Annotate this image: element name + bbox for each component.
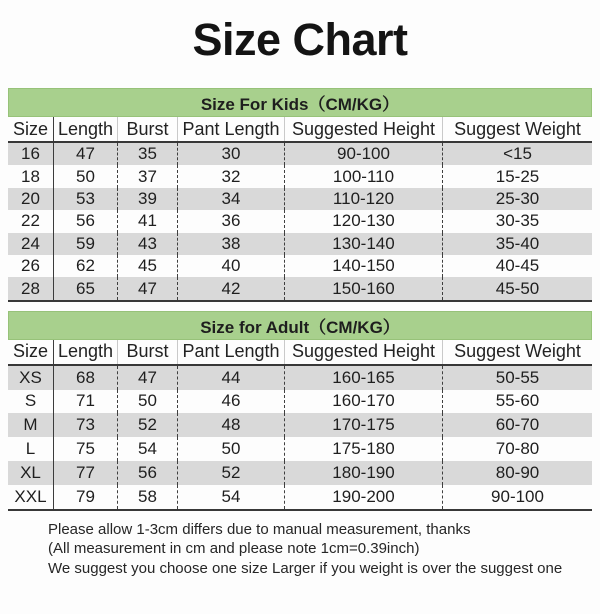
- note-line: Please allow 1-3cm differs due to manual measurement, thanks: [48, 520, 471, 538]
- table-row: [8, 165, 592, 187]
- table-cell: 15-25: [495, 166, 540, 186]
- table-cell: 35-40: [495, 233, 540, 253]
- table-cell: 24: [8, 233, 54, 255]
- table-cell: 34: [178, 188, 285, 210]
- table-row: [8, 143, 592, 165]
- table-cell: 73: [54, 413, 118, 437]
- table-cell: 41: [118, 210, 178, 232]
- column-header-pant-length: Pant Length: [178, 117, 285, 141]
- table-cell: 54: [118, 437, 178, 461]
- table-cell: 47: [118, 277, 178, 299]
- adult-table-header-row: [8, 340, 592, 366]
- table-cell: 47: [54, 143, 118, 165]
- column-header-suggested-height: Suggested Height: [285, 340, 443, 364]
- table-cell: 39: [118, 188, 178, 210]
- table-cell: 150-160: [285, 277, 443, 299]
- column-header-size: Size: [8, 340, 54, 364]
- table-cell: 52: [118, 413, 178, 437]
- table-cell: 22: [8, 210, 54, 232]
- table-cell: 120-130: [285, 210, 443, 232]
- table-cell: 70-80: [495, 439, 540, 459]
- table-row: [8, 233, 592, 255]
- table-row: [8, 255, 592, 277]
- table-cell: 54: [178, 485, 285, 509]
- table-cell: 26: [8, 255, 54, 277]
- table-cell: 58: [118, 485, 178, 509]
- table-cell: 65: [54, 277, 118, 299]
- table-cell: 20: [8, 188, 54, 210]
- note-line: We suggest you choose one size Larger if you weight is over the suggest one: [48, 559, 563, 577]
- table-cell: XL: [8, 461, 54, 485]
- table-cell: 50-55: [495, 367, 540, 387]
- table-cell: 110-120: [285, 188, 443, 210]
- table-cell: 90-100: [491, 486, 544, 506]
- table-cell: 170-175: [285, 413, 443, 437]
- table-cell: 52: [178, 461, 285, 485]
- column-header-suggested-height: Suggested Height: [285, 117, 443, 141]
- note-line: (All measurement in cm and please note 1cm=0.39inch): [48, 540, 420, 558]
- column-header-length: Length: [54, 340, 118, 364]
- table-cell: 180-190: [285, 461, 443, 485]
- column-header-burst: Burst: [118, 340, 178, 364]
- table-cell: 40: [178, 255, 285, 277]
- table-cell: 68: [54, 366, 118, 390]
- page-title: Size Chart: [192, 14, 408, 65]
- table-cell: 37: [118, 165, 178, 187]
- table-row: [8, 277, 592, 299]
- column-header-length: Length: [54, 117, 118, 141]
- table-cell: 175-180: [285, 437, 443, 461]
- table-row: [8, 390, 592, 414]
- table-cell: 44: [178, 366, 285, 390]
- kids-table-heading: Size For Kids（CM/KG）: [8, 88, 592, 117]
- table-cell: 79: [54, 485, 118, 509]
- table-cell: 77: [54, 461, 118, 485]
- table-cell: 56: [54, 210, 118, 232]
- table-cell: 60-70: [495, 415, 540, 435]
- table-cell: 160-170: [285, 390, 443, 414]
- column-header-suggest-weight: Suggest Weight: [454, 118, 581, 139]
- table-cell: 38: [178, 233, 285, 255]
- table-cell: 28: [8, 277, 54, 299]
- table-cell: 56: [118, 461, 178, 485]
- table-cell: XS: [8, 366, 54, 390]
- table-row: [8, 366, 592, 390]
- table-row: [8, 437, 592, 461]
- table-cell: 47: [118, 366, 178, 390]
- column-header-pant-length: Pant Length: [178, 340, 285, 364]
- table-cell: 45: [118, 255, 178, 277]
- adult-table-body: [8, 366, 592, 511]
- column-header-suggest-weight: Suggest Weight: [454, 341, 581, 362]
- table-cell: 32: [178, 165, 285, 187]
- kids-table-header-row: [8, 117, 592, 143]
- table-cell: 45-50: [495, 278, 540, 298]
- table-cell: <15: [503, 144, 532, 164]
- table-cell: 30-35: [495, 211, 540, 231]
- table-cell: 36: [178, 210, 285, 232]
- table-row: [8, 413, 592, 437]
- table-row: [8, 485, 592, 509]
- table-cell: 80-90: [495, 462, 540, 482]
- table-row: [8, 188, 592, 210]
- table-cell: 140-150: [285, 255, 443, 277]
- measurement-notes: [48, 520, 592, 579]
- table-cell: 100-110: [285, 165, 443, 187]
- column-header-size: Size: [8, 117, 54, 141]
- table-cell: S: [8, 390, 54, 414]
- table-cell: 190-200: [285, 485, 443, 509]
- table-cell: 130-140: [285, 233, 443, 255]
- table-cell: M: [8, 413, 54, 437]
- table-cell: 71: [54, 390, 118, 414]
- table-cell: 50: [118, 390, 178, 414]
- table-cell: 59: [54, 233, 118, 255]
- table-row: [8, 461, 592, 485]
- table-cell: 16: [8, 143, 54, 165]
- kids-size-table-section: [8, 88, 592, 302]
- table-cell: 43: [118, 233, 178, 255]
- table-cell: 35: [118, 143, 178, 165]
- adult-table-heading: Size for Adult（CM/KG）: [8, 311, 592, 340]
- table-cell: L: [8, 437, 54, 461]
- table-cell: 18: [8, 165, 54, 187]
- table-row: [8, 210, 592, 232]
- table-cell: 160-165: [285, 366, 443, 390]
- table-cell: 50: [54, 165, 118, 187]
- column-header-burst: Burst: [118, 117, 178, 141]
- table-cell: 40-45: [495, 256, 540, 276]
- table-cell: 46: [178, 390, 285, 414]
- table-cell: 53: [54, 188, 118, 210]
- table-cell: 55-60: [495, 391, 540, 411]
- table-cell: 48: [178, 413, 285, 437]
- adult-size-table-section: [8, 311, 592, 511]
- kids-table-body: [8, 143, 592, 302]
- table-cell: 42: [178, 277, 285, 299]
- table-cell: 75: [54, 437, 118, 461]
- table-cell: 25-30: [495, 188, 540, 208]
- table-cell: XXL: [8, 485, 54, 509]
- table-cell: 50: [178, 437, 285, 461]
- table-cell: 90-100: [285, 143, 443, 165]
- table-cell: 62: [54, 255, 118, 277]
- table-cell: 30: [178, 143, 285, 165]
